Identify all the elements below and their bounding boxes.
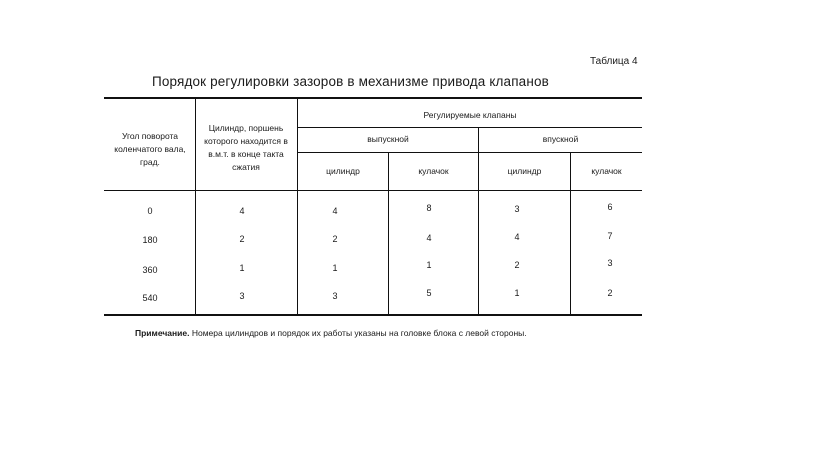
cell-intake-cam: 7 [607,231,613,241]
cell-intake-cylinder: 1 [514,288,520,298]
header-exhaust-cylinder: цилиндр [326,166,360,176]
header-exhaust: выпускной [367,134,409,144]
column-rule-1 [195,98,196,315]
cell-cylinder: 1 [239,263,245,273]
cell-exhaust-cam: 5 [426,288,432,298]
subgroup-divider-rule [297,152,642,153]
cell-intake-cylinder: 4 [514,232,520,242]
header-bottom-rule [104,190,642,191]
cell-exhaust-cylinder: 3 [332,291,338,301]
cell-angle: 540 [142,293,158,303]
cell-intake-cam: 6 [607,202,613,212]
header-angle: Угол поворота коленчатого вала, град. [114,131,186,167]
header-intake-cam: кулачок [591,166,622,176]
column-rule-2 [297,98,298,315]
table-title: Порядок регулировки зазоров в механизме привода клапанов [152,74,549,89]
cell-angle: 0 [147,206,153,216]
cell-exhaust-cylinder: 4 [332,206,338,216]
note-text: Номера цилиндров и порядок их работы указаны на головке блока с левой стороны. [191,328,527,338]
header-cylinder: Цилиндр, поршень которого находится в в.м.т. в конце такта сжатия [204,123,288,172]
cell-angle: 180 [142,235,158,245]
column-rule-4 [478,127,479,315]
valves-divider-rule [297,127,642,128]
cell-intake-cam: 3 [607,258,613,268]
header-intake: впускной [542,134,579,144]
cell-cylinder: 3 [239,291,245,301]
cell-intake-cylinder: 2 [514,260,520,270]
cell-intake-cylinder: 3 [514,204,520,214]
cell-exhaust-cylinder: 2 [332,234,338,244]
cell-exhaust-cylinder: 1 [332,263,338,273]
table-number: Таблица 4 [590,56,638,67]
table-top-rule [104,97,642,99]
cell-cylinder: 2 [239,234,245,244]
header-intake-cylinder: цилиндр [507,166,542,176]
cell-exhaust-cam: 8 [426,203,432,213]
table-note [135,328,527,338]
cell-intake-cam: 2 [607,288,613,298]
header-exhaust-cam: кулачок [418,166,449,176]
cell-exhaust-cam: 4 [426,233,432,243]
table-bottom-rule [104,314,642,316]
cell-cylinder: 4 [239,206,245,216]
header-adjusted-valves: Регулируемые клапаны [423,110,517,120]
cell-angle: 360 [142,265,158,275]
note-label: Примечание. [135,328,190,338]
cell-exhaust-cam: 1 [426,260,432,270]
